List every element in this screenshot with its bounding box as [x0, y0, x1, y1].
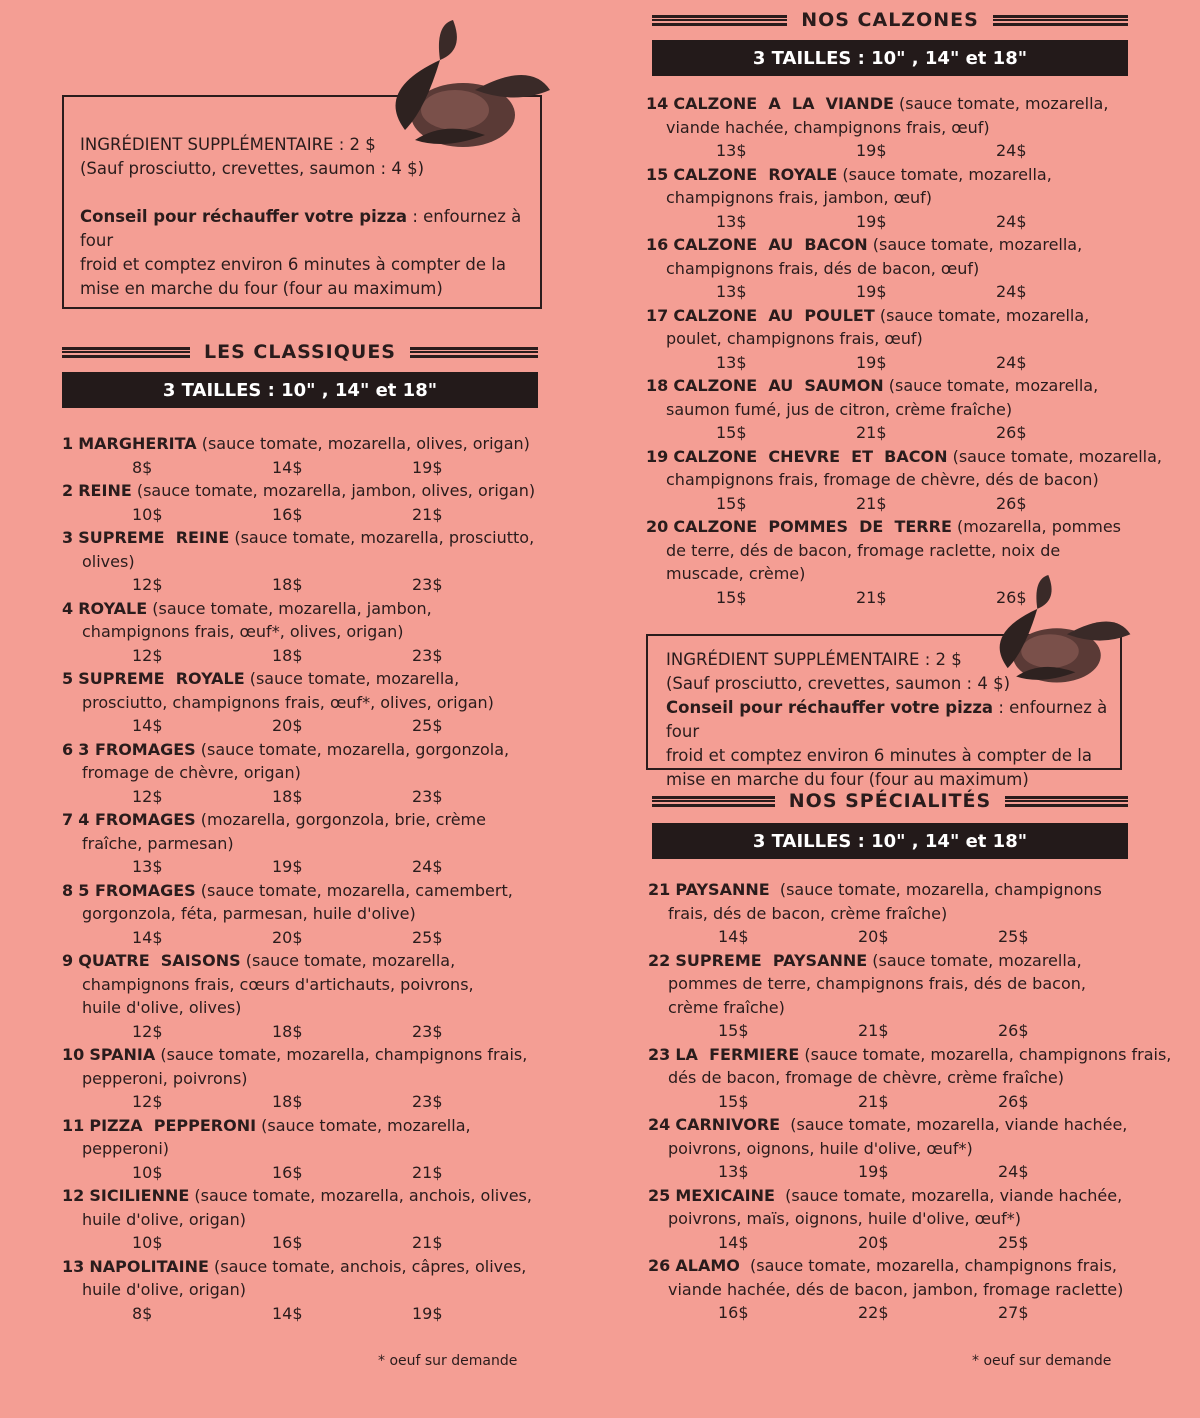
menu-item: [648, 1254, 1198, 1325]
item-description: (sauce tomate, mozarella,: [874, 305, 1090, 325]
item-name: SUPREME REINE: [78, 528, 230, 547]
item-number: 14: [646, 94, 669, 113]
item-number: 8: [62, 880, 74, 900]
menu-item: [62, 667, 592, 738]
price-small: 13$: [716, 352, 747, 372]
item-description: fromage de chèvre, origan): [82, 763, 301, 782]
item-name: CALZONE AU SAUMON: [673, 376, 884, 395]
price-row: [62, 785, 592, 809]
price-medium: 21$: [858, 1091, 889, 1111]
sizes-bar-calzones: 3 TAILLES : 10" , 14" et 18": [652, 40, 1128, 76]
price-row: [648, 1019, 1198, 1043]
item-number: 17: [646, 305, 669, 325]
menu-item: [646, 374, 1196, 445]
price-large: 24$: [996, 211, 1027, 231]
item-description: (sauce tomate, mozarella,: [867, 235, 1083, 254]
price-large: 26$: [996, 493, 1027, 513]
item-description: (sauce tomate, mozarella,: [947, 446, 1162, 466]
reheat-tip-text-right: : enfournez à four: [666, 698, 1108, 741]
item-description: dés de bacon, fromage de chèvre, crème fraîche): [668, 1068, 1064, 1087]
item-description: frais, dés de bacon, crème fraîche): [668, 903, 948, 923]
item-description: (sauce tomate, mozarella, jambon,: [147, 598, 432, 618]
price-large: 21$: [412, 1233, 443, 1252]
item-description: (sauce tomate, mozarella, prosciutto,: [229, 528, 535, 547]
item-name: MEXICAINE: [675, 1185, 775, 1205]
item-description: (sauce tomate, mozarella,: [240, 951, 456, 970]
item-description: champignons frais, jambon, œuf): [666, 188, 933, 207]
item-number: 19: [646, 446, 669, 466]
price-row: [62, 1302, 592, 1326]
reheat-tip-text: : enfournez à four: [80, 207, 522, 250]
price-small: 15$: [718, 1091, 749, 1111]
price-row: [646, 351, 1196, 375]
price-small: 15$: [716, 587, 747, 607]
price-large: 23$: [412, 645, 443, 665]
item-name: CALZONE CHEVRE ET BACON: [673, 446, 948, 466]
item-description: pepperoni): [82, 1139, 169, 1158]
price-medium: 20$: [272, 927, 303, 947]
price-row: [646, 421, 1196, 445]
item-name: 5 FROMAGES: [78, 880, 196, 900]
item-number: 15: [646, 164, 669, 184]
item-description: poulet, champignons frais, œuf): [666, 329, 923, 348]
price-small: 10$: [132, 1233, 163, 1252]
price-small: 13$: [132, 857, 163, 876]
price-large: 19$: [412, 1303, 443, 1323]
price-row: [646, 139, 1196, 163]
reheat-tip-text-2: froid et comptez environ 6 minutes à compter de la: [80, 255, 506, 274]
price-small: 8$: [132, 1303, 153, 1323]
item-description: huile d'olive, origan): [82, 1280, 246, 1299]
item-name: CALZONE AU POULET: [673, 305, 875, 325]
price-large: 25$: [998, 1232, 1029, 1252]
price-row: [62, 1090, 592, 1114]
item-description: huile d'olive, olives): [82, 998, 242, 1017]
price-small: 12$: [132, 1021, 163, 1041]
menu-item: [646, 163, 1196, 234]
price-small: 15$: [718, 1021, 749, 1040]
item-description: huile d'olive, origan): [82, 1209, 246, 1229]
price-medium: 18$: [272, 575, 303, 594]
menu-item: [62, 479, 592, 526]
item-name: NAPOLITAINE: [89, 1256, 209, 1276]
price-medium: 19$: [856, 352, 887, 372]
price-small: 15$: [716, 493, 747, 513]
item-name: ALAMO: [675, 1256, 740, 1275]
price-row: [646, 492, 1196, 516]
item-description: (sauce tomate, mozarella,: [883, 376, 1099, 395]
menu-item: [62, 1184, 592, 1255]
price-large: 26$: [998, 1091, 1029, 1111]
item-number: 11: [62, 1115, 85, 1135]
menu-item: [646, 233, 1196, 304]
price-medium: 19$: [272, 857, 303, 876]
price-small: 8$: [132, 457, 153, 477]
price-small: 13$: [716, 211, 747, 231]
item-description: (sauce tomate, mozarella, jambon, olives, origan): [131, 481, 536, 500]
price-large: 21$: [412, 504, 443, 524]
sizes-bar-classiques: 3 TAILLES : 10" , 14" et 18": [62, 372, 538, 408]
item-description: (sauce tomate, anchois, câpres, olives,: [208, 1256, 527, 1276]
item-name: SUPREME ROYALE: [78, 669, 245, 688]
price-medium: 21$: [856, 423, 887, 442]
reheat-tip-text-right-2: froid et comptez environ 6 minutes à compter de la: [666, 746, 1092, 765]
item-description: muscade, crème): [666, 564, 806, 583]
item-description: (sauce tomate, mozarella,: [867, 950, 1082, 970]
item-number: 22: [648, 950, 671, 970]
price-small: 15$: [716, 423, 747, 442]
item-name: 4 FROMAGES: [78, 810, 196, 829]
item-description: (sauce tomate, mozarella, viande hachée,: [774, 1185, 1123, 1205]
price-row: [62, 714, 592, 738]
price-row: [62, 1161, 592, 1185]
price-large: 27$: [998, 1303, 1029, 1322]
price-medium: 18$: [272, 1092, 303, 1111]
item-description: (sauce tomate, mozarella, gorgonzola,: [195, 739, 510, 759]
price-large: 24$: [996, 141, 1027, 160]
item-number: 6: [62, 739, 74, 759]
item-name: CALZONE AU BACON: [673, 235, 868, 254]
price-small: 12$: [132, 786, 163, 806]
price-large: 23$: [412, 1021, 443, 1041]
price-row: [62, 503, 592, 527]
section-title-calzones: NOS CALZONES: [652, 5, 1128, 35]
price-small: 16$: [718, 1303, 749, 1322]
item-number: 9: [62, 951, 74, 970]
price-large: 23$: [412, 575, 443, 594]
price-medium: 21$: [856, 493, 887, 513]
price-large: 19$: [412, 457, 443, 477]
price-row: [62, 644, 592, 668]
item-number: 16: [646, 235, 669, 254]
price-large: 24$: [996, 282, 1027, 301]
price-small: 14$: [132, 716, 163, 735]
price-small: 14$: [718, 927, 749, 946]
price-large: 25$: [412, 927, 443, 947]
item-name: SUPREME PAYSANNE: [675, 950, 868, 970]
supplement-price: INGRÉDIENT SUPPLÉMENTAIRE : 2 $: [80, 135, 376, 154]
price-row: [62, 1020, 592, 1044]
item-number: 20: [646, 517, 669, 536]
price-large: 26$: [996, 587, 1027, 607]
item-name: CALZONE POMMES DE TERRE: [673, 517, 952, 536]
price-medium: 16$: [272, 1162, 303, 1182]
item-description: (sauce tomate, mozarella,: [256, 1115, 471, 1135]
price-medium: 18$: [272, 1021, 303, 1041]
price-large: 24$: [996, 352, 1027, 372]
price-large: 25$: [998, 927, 1029, 946]
price-row: [648, 1160, 1198, 1184]
price-medium: 18$: [272, 645, 303, 665]
menu-item: [62, 1255, 592, 1326]
sizes-bar-specialites: 3 TAILLES : 10" , 14" et 18": [652, 823, 1128, 859]
reheat-tip-title-right: Conseil pour réchauffer votre pizza: [666, 698, 994, 717]
reheat-tip-title: Conseil pour réchauffer votre pizza: [80, 207, 408, 226]
item-name: SICILIENNE: [89, 1186, 190, 1205]
item-description: poivrons, maïs, oignons, huile d'olive, œuf*): [668, 1209, 1022, 1228]
item-description: viande hachée, dés de bacon, jambon, fromage raclette): [668, 1279, 1124, 1299]
menu-item: [648, 878, 1198, 949]
item-name: MARGHERITA: [78, 434, 197, 453]
section-title-classiques: LES CLASSIQUES: [62, 337, 538, 367]
price-small: 14$: [718, 1232, 749, 1252]
price-medium: 21$: [858, 1021, 889, 1040]
price-large: 23$: [412, 1092, 443, 1111]
price-row: [62, 456, 592, 480]
item-number: 5: [62, 669, 74, 688]
item-description: (mozarella, gorgonzola, brie, crème: [195, 810, 486, 829]
price-medium: 20$: [858, 927, 889, 946]
item-number: 18: [646, 376, 669, 395]
menu-item: [648, 1043, 1198, 1114]
item-name: PIZZA PEPPERONI: [89, 1115, 257, 1135]
menu-item: [646, 304, 1196, 375]
calzones-list: [646, 92, 1196, 609]
specialites-list: [648, 878, 1198, 1325]
basil-tomato-icon: [355, 20, 555, 150]
price-medium: 18$: [272, 786, 303, 806]
price-medium: 20$: [858, 1232, 889, 1252]
price-row: [62, 573, 592, 597]
menu-item: [62, 1114, 592, 1185]
price-medium: 16$: [272, 504, 303, 524]
menu-item: [62, 738, 592, 809]
price-small: 14$: [132, 927, 163, 947]
item-number: 24: [648, 1115, 671, 1134]
price-medium: 19$: [856, 141, 887, 160]
supplement-exception: (Sauf prosciutto, crevettes, saumon : 4 $): [80, 159, 425, 178]
price-medium: 14$: [272, 457, 303, 477]
item-number: 7: [62, 810, 74, 829]
price-large: 26$: [998, 1021, 1029, 1040]
item-description: (sauce tomate, mozarella, champignons frais,: [739, 1256, 1117, 1275]
item-description: (sauce tomate, mozarella, olives, origan): [196, 434, 530, 453]
item-description: (sauce tomate, mozarella, champignons frais,: [155, 1045, 528, 1064]
item-name: CARNIVORE: [675, 1115, 781, 1134]
classiques-list: [62, 432, 592, 1325]
item-description: pepperoni, poivrons): [82, 1068, 248, 1088]
section-title-specialites: NOS SPÉCIALITÉS: [652, 786, 1128, 816]
price-medium: 19$: [858, 1162, 889, 1181]
menu-item: [62, 526, 592, 597]
menu-item: [646, 92, 1196, 163]
item-description: prosciutto, champignons frais, œuf*, olives, origan): [82, 692, 494, 712]
item-description: champignons frais, œuf*, olives, origan): [82, 622, 404, 641]
price-large: 23$: [412, 786, 443, 806]
price-large: 26$: [996, 423, 1027, 442]
price-row: [648, 925, 1198, 949]
item-number: 10: [62, 1045, 85, 1064]
item-number: 2: [62, 481, 74, 500]
item-number: 3: [62, 528, 74, 547]
price-small: 13$: [716, 141, 747, 160]
price-large: 24$: [412, 857, 443, 876]
price-medium: 22$: [858, 1303, 889, 1322]
item-description: champignons frais, cœurs d'artichauts, poivrons,: [82, 974, 474, 994]
item-description: pommes de terre, champignons frais, dés de bacon,: [668, 974, 1086, 993]
item-name: LA FERMIERE: [675, 1044, 800, 1064]
item-description: champignons frais, fromage de chèvre, dés de bacon): [666, 470, 1099, 489]
price-small: 13$: [716, 282, 747, 301]
item-number: 25: [648, 1185, 671, 1205]
price-row: [646, 280, 1196, 304]
menu-item: [62, 949, 592, 1043]
item-number: 13: [62, 1256, 85, 1276]
price-small: 10$: [132, 504, 163, 524]
price-row: [62, 926, 592, 950]
menu-item: [62, 808, 592, 879]
price-small: 12$: [132, 645, 163, 665]
basil-tomato-icon-right: [965, 575, 1135, 685]
item-description: (sauce tomate, mozarella,: [893, 94, 1109, 113]
item-description: (sauce tomate, mozarella,: [244, 669, 460, 688]
price-medium: 14$: [272, 1303, 303, 1323]
item-number: 26: [648, 1256, 671, 1275]
footnote-right: * oeuf sur demande: [972, 1353, 1112, 1369]
menu-item: [62, 879, 592, 950]
item-number: 12: [62, 1186, 85, 1205]
item-number: 1: [62, 434, 74, 453]
item-description: (sauce tomate, mozarella, champignons frais,: [799, 1044, 1172, 1064]
item-name: PAYSANNE: [675, 880, 770, 899]
item-name: REINE: [78, 481, 132, 500]
item-description: gorgonzola, féta, parmesan, huile d'olive): [82, 904, 416, 923]
item-description: (mozarella, pommes: [951, 517, 1122, 536]
reheat-tip-text-right-3: mise en marche du four (four au maximum): [666, 770, 1029, 789]
item-description: (sauce tomate, mozarella, viande hachée,: [780, 1115, 1128, 1134]
price-row: [62, 1231, 592, 1255]
price-small: 12$: [132, 575, 163, 594]
menu-item: [648, 1184, 1198, 1255]
footnote: * oeuf sur demande: [378, 1353, 518, 1369]
price-large: 21$: [412, 1162, 443, 1182]
price-medium: 21$: [856, 587, 887, 607]
item-name: QUATRE SAISONS: [78, 951, 241, 970]
item-number: 23: [648, 1044, 671, 1064]
supplement-price-right: INGRÉDIENT SUPPLÉMENTAIRE : 2 $: [666, 650, 962, 669]
item-description: (sauce tomate, mozarella,: [837, 164, 1052, 184]
price-large: 24$: [998, 1162, 1029, 1181]
menu-item: [648, 1113, 1198, 1184]
price-medium: 16$: [272, 1233, 303, 1252]
item-description: saumon fumé, jus de citron, crème fraîche): [666, 399, 1013, 419]
price-medium: 19$: [856, 211, 887, 231]
item-description: champignons frais, dés de bacon, œuf): [666, 258, 980, 278]
item-name: 3 FROMAGES: [78, 739, 196, 759]
item-name: CALZONE A LA VIANDE: [673, 94, 894, 113]
price-medium: 19$: [856, 282, 887, 301]
menu-item: [62, 1043, 592, 1114]
menu-item: [62, 432, 592, 479]
item-number: 21: [648, 880, 671, 899]
item-description: viande hachée, champignons frais, œuf): [666, 117, 990, 137]
item-description: fraîche, parmesan): [82, 833, 234, 853]
price-row: [648, 1231, 1198, 1255]
price-small: 13$: [718, 1162, 749, 1181]
item-name: CALZONE ROYALE: [673, 164, 838, 184]
item-description: poivrons, oignons, huile d'olive, œuf*): [668, 1138, 973, 1158]
price-row: [62, 855, 592, 879]
item-number: 4: [62, 598, 74, 618]
price-large: 25$: [412, 716, 443, 735]
price-small: 10$: [132, 1162, 163, 1182]
item-description: crème fraîche): [668, 997, 785, 1017]
price-medium: 20$: [272, 716, 303, 735]
item-description: olives): [82, 551, 135, 571]
menu-item: [648, 949, 1198, 1043]
reheat-tip-text-3: mise en marche du four (four au maximum): [80, 279, 443, 298]
price-row: [646, 210, 1196, 234]
price-row: [648, 1090, 1198, 1114]
item-description: de terre, dés de bacon, fromage raclette, noix de: [666, 540, 1061, 560]
item-description: (sauce tomate, mozarella, camembert,: [195, 880, 513, 900]
price-small: 12$: [132, 1092, 163, 1111]
menu-item: [646, 445, 1196, 516]
item-description: (sauce tomate, mozarella, anchois, olives,: [189, 1186, 532, 1205]
price-row: [648, 1301, 1198, 1325]
item-description: (sauce tomate, mozarella, champignons: [769, 880, 1102, 899]
item-name: ROYALE: [78, 598, 148, 618]
menu-item: [62, 597, 592, 668]
item-name: SPANIA: [89, 1045, 156, 1064]
supplement-exception-right: (Sauf prosciutto, crevettes, saumon : 4 $): [666, 674, 1011, 693]
